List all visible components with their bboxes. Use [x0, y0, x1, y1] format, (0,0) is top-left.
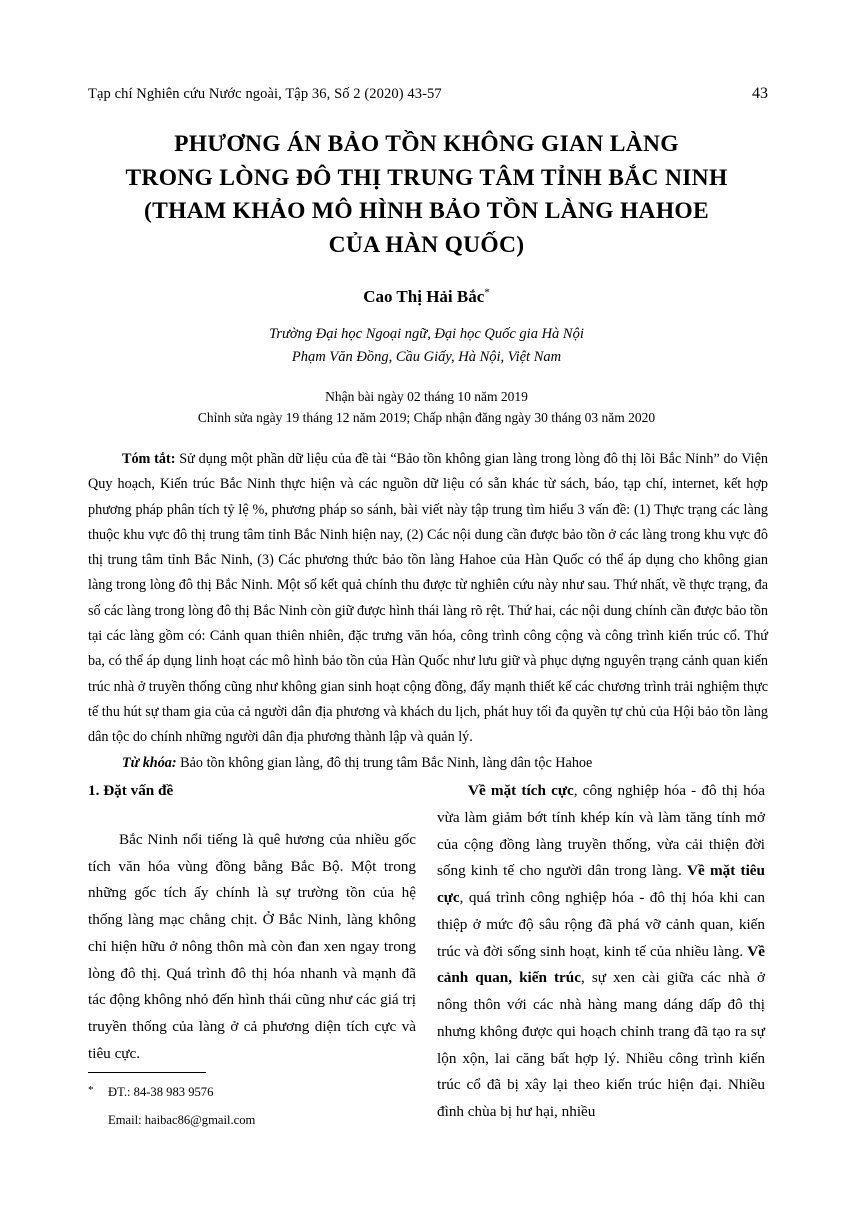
title-line-1: PHƯƠNG ÁN BẢO TỒN KHÔNG GIAN LÀNG	[174, 131, 679, 157]
title-line-3: (THAM KHẢO MÔ HÌNH BẢO TỒN LÀNG HAHOE	[144, 198, 709, 225]
body-text-seg-1: , công nghiệp hóa - đô thị hóa vừa làm giảm bớt tính khép kín và làm tăng tính mở của cộng đồng làng truyền thống, vừa cải thiện đời sống kinh tế cho người dân trong làng.	[437, 782, 765, 880]
received-date: Nhận bài ngày 02 tháng 10 năm 2019	[325, 389, 528, 404]
footnote-email: Email: haibac86@gmail.com	[108, 1112, 256, 1127]
section-heading-1: 1. Đặt vấn đề	[88, 782, 174, 799]
emphasis-negative-aspect: Về mặt tiêu cực	[437, 862, 765, 906]
emphasis-landscape-architecture: Về cảnh quan, kiến trúc	[437, 942, 765, 987]
author-footnote-marker: *	[484, 286, 490, 299]
affiliation	[100, 323, 753, 369]
affiliation-line-1: Trường Đại học Ngoại ngữ, Đại học Quốc gia Hà Nội	[269, 325, 584, 342]
author-name-row	[100, 285, 753, 309]
emphasis-positive-aspect: Về mặt tích cực	[468, 782, 574, 799]
body-paragraph-right-1	[437, 778, 765, 1126]
footnote-phone: ĐT.: 84-38 983 9576	[108, 1085, 214, 1099]
footnote-separator-rule	[88, 1072, 206, 1073]
body-text-seg-2: , quá trình công nghiệp hóa - đô thị hóa khi can thiệp ở mức độ sâu rộng đã phá vỡ cảnh quan, kiến trúc và đời sống sinh hoạt, kinh tế của nhiều làng.	[437, 889, 765, 960]
abstract-paragraph	[88, 447, 768, 750]
footnote-marker: *	[88, 1084, 94, 1096]
affiliation-line-2: Phạm Văn Đồng, Cầu Giấy, Hà Nội, Việt Nam	[291, 349, 562, 366]
running-head	[88, 84, 768, 103]
body-column-left	[88, 778, 416, 1068]
title-line-4: CỦA HÀN QUỐC)	[328, 231, 525, 258]
journal-citation-line: Tạp chí Nghiên cứu Nước ngoài, Tập 36, Số 2 (2020) 43-57	[88, 86, 442, 102]
body-paragraph-left-1: Bắc Ninh nổi tiếng là quê hương của nhiều gốc tích văn hóa vùng đồng bằng Bắc Bộ. Một trong những gốc tích ấy chính là sự trường tồn của hệ thống làng mạc chằng chịt. Ở Bắc Ninh, làng không chỉ hiện hữu ở nông thôn mà còn đan xen ngay trong lòng đô thị. Quá trình đô thị hóa nhanh và mạnh đã tác động không nhỏ đến hình thái cũng như các giá trị truyền thống của làng ở cả phương diện tích cực và tiêu cực.	[88, 830, 416, 1062]
body-text-seg-3: , sự xen cài giữa các nhà ở nông thôn với các nhà hàng mang dáng dấp đô thị nhưng không được qui hoạch chỉnh trang đã tạo ra sự lộn xộn, lai căng bất hợp lý. Nhiều công trình kiến trúc cổ đã bị xây lại theo kiến trúc hiện đại. Nhiều đình chùa bị hư hại, nhiều	[437, 969, 765, 1120]
title-line-2: TRONG LÒNG ĐÔ THỊ TRUNG TÂM TỈNH BẮC NINH	[125, 164, 728, 191]
keywords-paragraph	[88, 751, 768, 776]
author-name: Cao Thị Hải Bắc	[363, 287, 485, 306]
revised-accepted-date: Chỉnh sửa ngày 19 tháng 12 năm 2019; Chấp nhận đăng ngày 30 tháng 03 năm 2020	[197, 409, 656, 425]
footnote-phone-row	[88, 1082, 418, 1104]
abstract-text: Sử dụng một phần dữ liệu của đề tài “Bảo tồn không gian làng trong lòng đô thị lõi Bắc Ninh” do Viện Quy hoạch, Kiến trúc Bắc Ninh thực hiện và các nguồn dữ liệu có sẵn khác từ sách, báo, tạp chí, internet, kết hợp phương pháp phân tích tỷ lệ %, phương pháp so sánh, bài viết này tập trung tìm hiểu 3 vấn đề: (1) Thực trạng các làng thuộc khu vực đô thị trung tâm tỉnh Bắc Ninh hiện nay, (2) Các nội dung cần được bảo tồn ở các làng trong khu vực đô thị trung tâm tỉnh Bắc Ninh, (3) Các phương thức bảo tồn làng Hahoe của Hàn Quốc có thể áp dụng cho không gian làng trong lòng đô thị Bắc Ninh. Một số kết quả chính thu được từ nghiên cứu này như sau. Thứ nhất, về thực trạng, đa số các làng trong lòng đô thị Bắc Ninh còn giữ được hình thái làng rõ rệt. Thứ hai, các nội dung chính cần được bảo tồn tại các làng gồm có: Cảnh quan thiên nhiên, đặc trưng văn hóa, công trình công cộng và công trình kiến trúc cổ. Thứ ba, có thể áp dụng linh hoạt các mô hình bảo tồn của Hàn Quốc như lưu giữ và phục dựng nguyên trạng cảnh quan kiến trúc nhà ở truyền thống cũng như không gian sinh hoạt cộng đồng, đẩy mạnh thiết kế các chương trình trải nghiệm thực tế thu hút sự tham gia của cả người dân địa phương và khách du lịch, phát huy tối đa quyền tự chủ của Hội bảo tồn làng dân tộc do chính những người dân địa phương thành lập và quản lý.	[88, 451, 768, 746]
body-column-right	[437, 778, 765, 1126]
keywords-label: Từ khóa:	[122, 755, 177, 772]
page-number: 43	[752, 85, 768, 102]
article-title	[100, 128, 753, 262]
footnote-block	[88, 1072, 418, 1131]
abstract-section	[88, 447, 768, 777]
publication-dates	[80, 387, 773, 428]
author-block	[100, 285, 753, 369]
keywords-text: Bảo tồn không gian làng, đô thị trung tâm Bắc Ninh, làng dân tộc Hahoe	[176, 755, 593, 772]
abstract-label: Tóm tắt:	[122, 451, 176, 467]
